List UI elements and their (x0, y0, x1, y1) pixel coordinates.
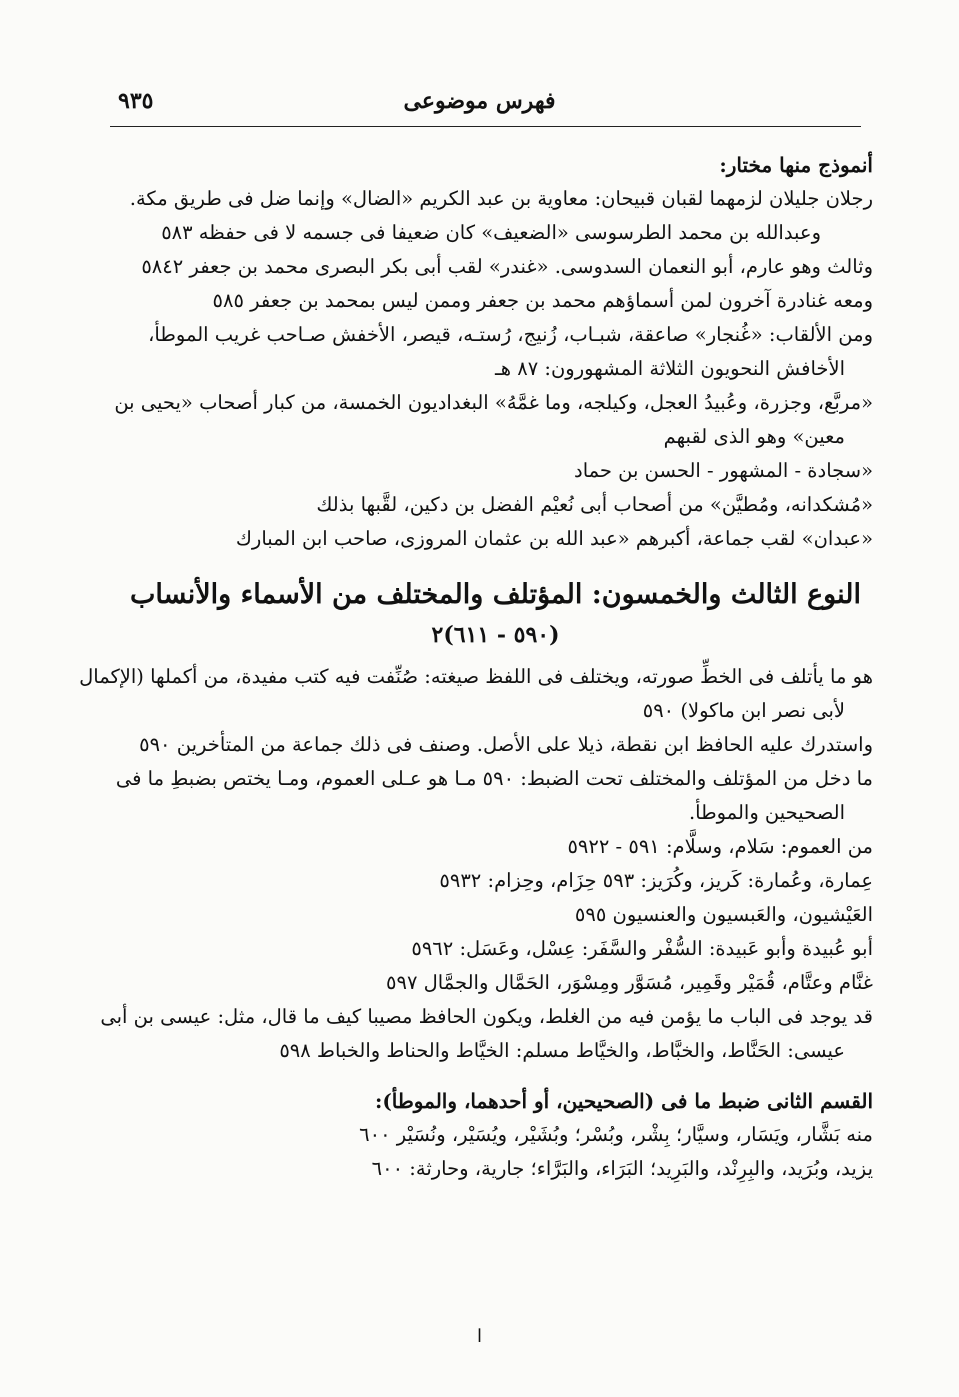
text-line: عيسى: الحَنَّاط، والخبَّاط، والخيَّاط مسلم: الخيَّاط والحناط والخباط ٥٩٨ (279, 1039, 845, 1062)
text-line: يزيد، وبُرَيد، والبِرِنْد، والبَرِيد؛ البَرَاء، والبَرَّاء؛ جارية، وحارثة: ٦٠٠ (371, 1157, 873, 1180)
page-header (110, 88, 849, 120)
text-line: رجلان جليلان لزمهما لقبان قبيحان: معاوية بن عبد الكريم «الضال» وإنما ضل فى طريق مكة. (129, 187, 873, 210)
text-line: معين» وهو الذى لقبهم (663, 425, 845, 448)
text-line: «سجادة - المشهور - الحسن بن حماد (574, 459, 873, 482)
page-number: ٩٣٥ (118, 88, 154, 114)
text-line: أبو عُبيدة وأبو عَبيدة: السُّفْر والسَّفَر: عِسْل، وعَسَل: ٥٩٦٢ (411, 937, 873, 960)
text-line: هو ما يأتلف فى الخطِّ صورته، ويختلف فى اللفظ صيغته: صُنِّفت فيه كتب مفيدة، من أكملها (الإكمال (79, 665, 873, 688)
text-line: الأخافش النحويون الثلاثة المشهورون: ٨٧ هـ (495, 357, 845, 380)
chapter-page-range: (٥٩٠ - ٦١١)٢ (431, 622, 560, 648)
text-line: من العموم: سَلام، وسلَّام: ٥٩١ - ٥٩٢٢ (567, 835, 873, 858)
spacer (118, 1070, 873, 1086)
text-line: ومعه غنادرة آخرون لمن أسماؤهم محمد بن جعفر وممن ليس بمحمد بن جعفر ٥٨٥ (212, 289, 873, 312)
section-heading: أنموذج منها مختار: (719, 153, 873, 177)
text-line: ومن الألقاب: «غُنجار» صاعقة، شبـاب، زُنيج، رُستـه، قيصر، الأخفش صـاحب غريب الموطأ، (148, 323, 873, 346)
text-line: منه بَشَّار، ويَسَار، وسيَّار؛ بِشْر، وبُسْر؛ وبُشَيْر، ويُسَيْر، ونُسَيْر ٦٠٠ (359, 1123, 873, 1146)
text-line: «مربَّع، وجزرة، وعُبيدُ العجل، وكيلجه، وما غمَّهُ» البغداديون الخمسة، من كبار أصحاب «يحيى بن (114, 391, 873, 414)
text-line: ما دخل من المؤتلف والمختلف تحت الضبط: ٥٩٠ مـا هو عـلى العموم، ومـا يختص بضبطِ ما فى (115, 767, 873, 790)
folio-mark: ا (476, 1326, 482, 1347)
text-line: غنَّام وعتَّام، قُمَيْر وقَمِير، مُسَوَّر ومِسْوَر، الحَمَّال والجمَّال ٥٩٧ (386, 971, 873, 994)
text-line: الصحيحين والموطأ. (688, 801, 845, 824)
text-line: واستدرك عليه الحافظ ابن نقطة، ذيلا على الأصل. وصنف فى ذلك جماعة من المتأخرين ٥٩٠ (139, 733, 873, 756)
text-line: لأبى نصر ابن ماكولا) ٥٩٠ (642, 699, 845, 722)
text-line: قد يوجد فى الباب ما يؤمن فيه من الغلط، ويكون الحافظ مصيبا كيف ما قال، مثل: عيسى بن أبى (100, 1005, 873, 1028)
text-line: وثالث وهو عارم، أبو النعمان السدوسى. «غندر» لقب أبى بكر البصرى محمد بن جعفر ٥٨٤٢ (141, 255, 873, 278)
text-line: وعبدالله بن محمد الطرسوسى «الضعيف» كان ضعيفا فى جسمه لا فى حفظه ٥٨٣ (161, 221, 821, 244)
header-rule (110, 126, 861, 127)
text-line: «مُشكدانه، ومُطيَّن» من أصحاب أبى نُعيْم الفضل بن دكين، لقَّبها بذلك (316, 493, 873, 516)
running-title: فهرس موضوعى (403, 88, 556, 114)
section-heading: القسم الثانى ضبط ما فى (الصحيحين، أو أحدهما، والموطأ): (374, 1089, 873, 1113)
text-line: العَيْشيون، والعَبسيون والعنسيون ٥٩٥ (574, 903, 873, 926)
chapter-title: النوع الثالث والخمسون: المؤتلف والمختلف من الأسماء والأنساب (130, 579, 861, 610)
text-line: عِمارة، وعُمارة: كَريز، وكُرَيز: ٥٩٣ حِزَام، وحِزام: ٥٩٣٢ (439, 869, 873, 892)
page-body (79, 150, 873, 1188)
text-line: «عبدان» لقب جماعة، أكبرهم «عبد الله بن عثمان المروزى، صاحب ابن المبارك (235, 527, 873, 550)
